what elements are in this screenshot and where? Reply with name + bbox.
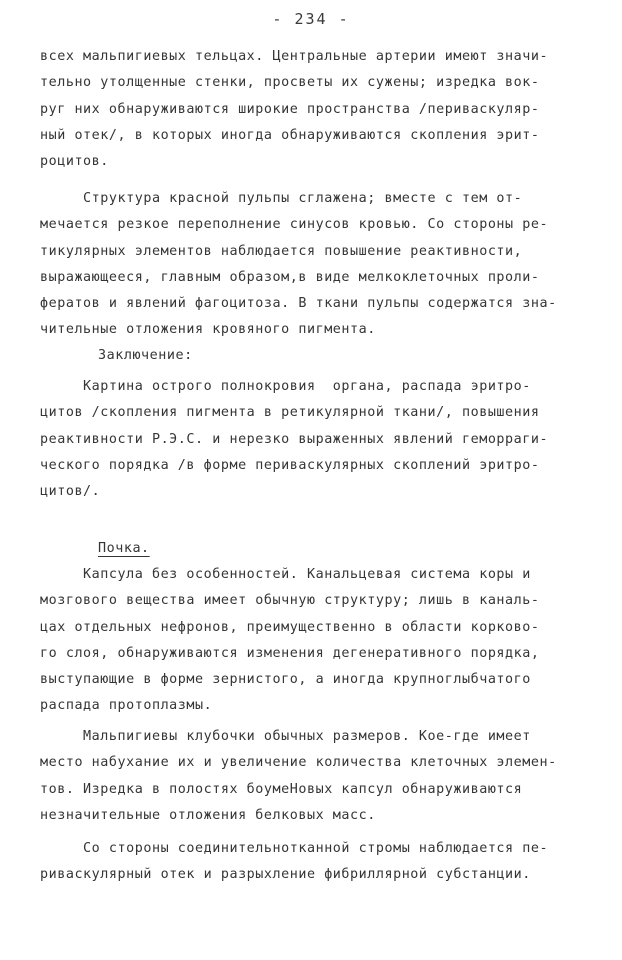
paragraph-6 [40,836,548,889]
text-line: цах отдельных нефронов, преимущественно в области корково- [40,619,540,635]
kidney-heading-block [98,536,150,562]
text-line: Картина острого полнокровия органа, распада эритро- [40,379,531,394]
text-line: цитов /скопления пигмента в ретикулярной ткани/, повышения [40,405,540,421]
text-line: мозгового вещества имеет обычную структуру; лишь в каналь- [40,593,540,609]
text-line: Мальпигиевы клубочки обычных размеров. Кое-где имеет [40,729,531,744]
text-line: выражающееся, главным образом,в виде мелкоклеточных проли- [40,269,540,285]
text-line: Структура красной пульпы сглажена; вместе с тем от- [40,191,523,206]
paragraph-4 [40,562,540,720]
paragraph-1 [40,44,548,175]
text-line: ный отек/, в которых иногда обнаруживаются скопления эрит- [40,127,540,143]
text-line: тикулярных элементов наблюдается повышение реактивности, [40,243,523,259]
text-line: Со стороны соединительнотканной стромы наблюдается пе- [40,841,549,856]
text-line: Капсула без особенностей. Канальцевая система коры и [40,567,531,582]
text-line: распада протоплазмы. [40,698,213,714]
text-line: ческого порядка /в форме периваскулярных скоплений эритро- [40,457,540,473]
text-line: мечается резкое переполнение синусов кровью. Со стороны ре- [40,217,549,233]
conclusion-heading: Заключение: [98,348,193,363]
text-line: всех мальпигиевых тельцах. Центральные артерии имеют значи- [40,49,549,64]
text-line: тельно утолщенные стенки, просветы их сужены; изредка вок- [40,75,540,91]
conclusion-heading-block [98,343,193,369]
text-line: чительные отложения кровяного пигмента. [40,322,376,338]
text-line: риваскулярный отек и разрыхление фибриллярной субстанции. [40,867,531,883]
text-line: цитов/. [40,484,101,500]
text-line: руг них обнаруживаются широкие пространства /периваскуляр- [40,101,540,117]
text-line: фератов и явлений фагоцитоза. В ткани пульпы содержатся зна- [40,296,557,312]
text-line: роцитов. [40,154,109,170]
text-line: незначительные отложения белковых масс. [40,807,376,823]
text-line: тов. Изредка в полостях боумеНовых капсул обнаруживаются [40,781,523,797]
text-line: выступающие в форме зернистого, а иногда крупноглыбчатого [40,672,531,688]
paragraph-5 [40,724,557,829]
paragraph-3 [40,374,548,505]
text-line: место набухание их и увеличение количества клеточных элемен- [40,755,557,771]
page-number: - 234 - [272,10,350,28]
paragraph-2 [40,186,557,344]
text-line: го слоя, обнаруживаются изменения дегенеративного порядка, [40,645,540,661]
text-line: реактивности Р.Э.С. и нерезко выраженных явлений геморраги- [40,431,549,447]
kidney-heading: Почка. [98,541,150,556]
